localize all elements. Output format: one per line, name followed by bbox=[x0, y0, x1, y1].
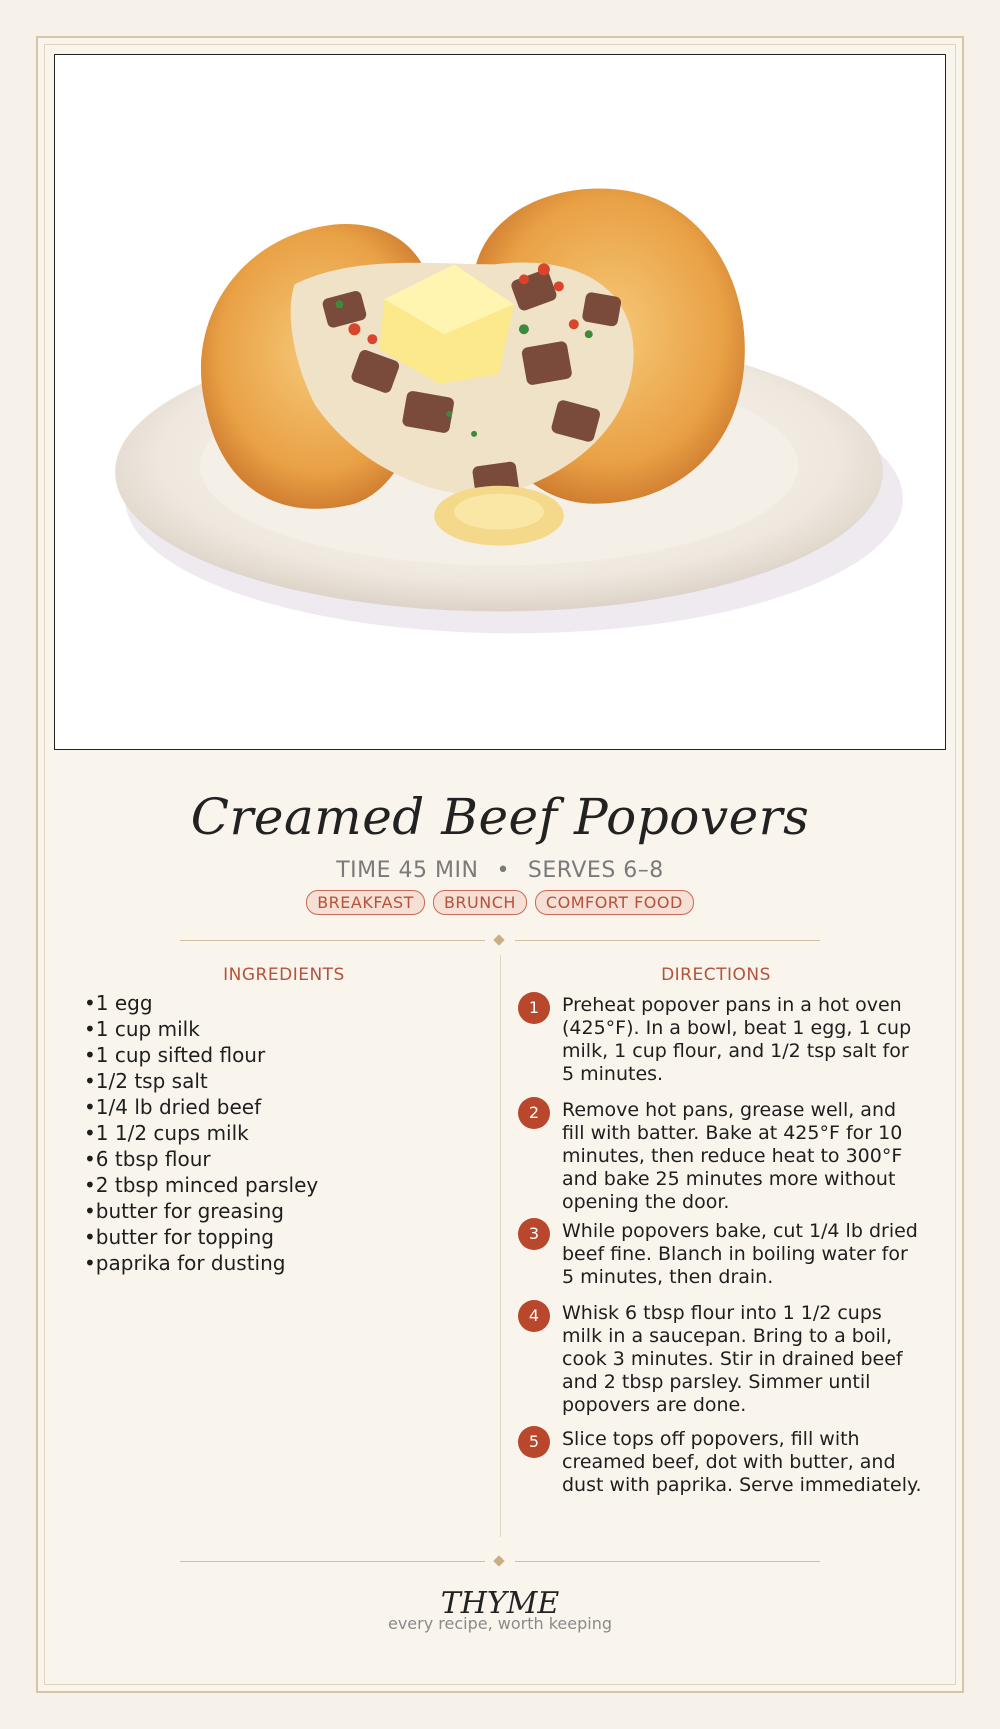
ingredients-heading: INGREDIENTS bbox=[223, 965, 345, 985]
step-text: While popovers bake, cut 1/4 lb dried beef fine. Blanch in boiling water for 5 minutes, then drain. bbox=[562, 1220, 918, 1288]
ingredient-item: • 1 egg bbox=[84, 990, 464, 1016]
step-number-badge: 3 bbox=[518, 1218, 550, 1250]
ingredient-item: • 1 cup sifted flour bbox=[84, 1042, 464, 1068]
step-number-badge: 1 bbox=[518, 992, 550, 1024]
serves-label: SERVES 6–8 bbox=[527, 858, 664, 883]
time-label: TIME 45 MIN bbox=[336, 858, 479, 883]
popover-illustration bbox=[55, 55, 945, 749]
recipe-title: Creamed Beef Popovers bbox=[190, 788, 810, 846]
ingredient-item: • 6 tbsp flour bbox=[84, 1146, 464, 1172]
meta-separator: • bbox=[496, 858, 510, 883]
brand-logo: THYME bbox=[440, 1586, 560, 1621]
divider-line-right bbox=[515, 1561, 820, 1562]
step-text: Whisk 6 tbsp flour into 1 1/2 cups milk in a saucepan. Bring to a boil, cook 3 minutes. Stir in drained beef and 2 tbsp parsley. Simmer until popovers are done. bbox=[562, 1302, 903, 1416]
step-text: Remove hot pans, grease well, and fill with batter. Bake at 425°F for 10 minutes, then reduce heat to 300°F and bake 25 minutes more without opening the door. bbox=[562, 1099, 903, 1213]
divider-diamond bbox=[493, 934, 504, 945]
ingredient-item: • 1/4 lb dried beef bbox=[84, 1094, 464, 1120]
bottom-divider bbox=[180, 1555, 820, 1569]
column-divider bbox=[500, 955, 501, 1537]
brand-tagline: every recipe, worth keeping bbox=[387, 1614, 612, 1633]
divider-diamond bbox=[493, 1555, 504, 1566]
step-number-badge: 5 bbox=[518, 1426, 550, 1458]
ingredient-item: • 1 1/2 cups milk bbox=[84, 1120, 464, 1146]
ingredient-item: • 1 cup milk bbox=[84, 1016, 464, 1042]
step-text: Slice tops off popovers, fill with creamed beef, dot with butter, and dust with paprika. Serve immediately. bbox=[562, 1428, 922, 1496]
tag-breakfast[interactable]: BREAKFAST bbox=[306, 890, 425, 915]
ingredient-item: • 2 tbsp minced parsley bbox=[84, 1172, 464, 1198]
step-text: Preheat popover pans in a hot oven (425°F). In a bowl, beat 1 egg, 1 cup milk, 1 cup flour, and 1/2 tsp salt for 5 minutes. bbox=[562, 994, 912, 1085]
ingredient-item: • paprika for dusting bbox=[84, 1250, 464, 1276]
step-number-badge: 4 bbox=[518, 1300, 550, 1332]
divider-line-left bbox=[180, 1561, 485, 1562]
ingredient-item: • butter for topping bbox=[84, 1224, 464, 1250]
step-number-badge: 2 bbox=[518, 1097, 550, 1129]
divider-line-left bbox=[180, 940, 485, 941]
tag-brunch[interactable]: BRUNCH bbox=[433, 890, 527, 915]
ingredient-list bbox=[84, 990, 464, 1276]
ingredient-item: • butter for greasing bbox=[84, 1198, 464, 1224]
ingredient-item: • 1/2 tsp salt bbox=[84, 1068, 464, 1094]
top-divider bbox=[180, 934, 820, 948]
directions-heading: DIRECTIONS bbox=[661, 965, 771, 985]
tag-list bbox=[0, 890, 1000, 915]
tag-comfort-food[interactable]: COMFORT FOOD bbox=[535, 890, 694, 915]
recipe-photo bbox=[54, 54, 946, 750]
recipe-meta bbox=[0, 858, 1000, 883]
divider-line-right bbox=[515, 940, 820, 941]
